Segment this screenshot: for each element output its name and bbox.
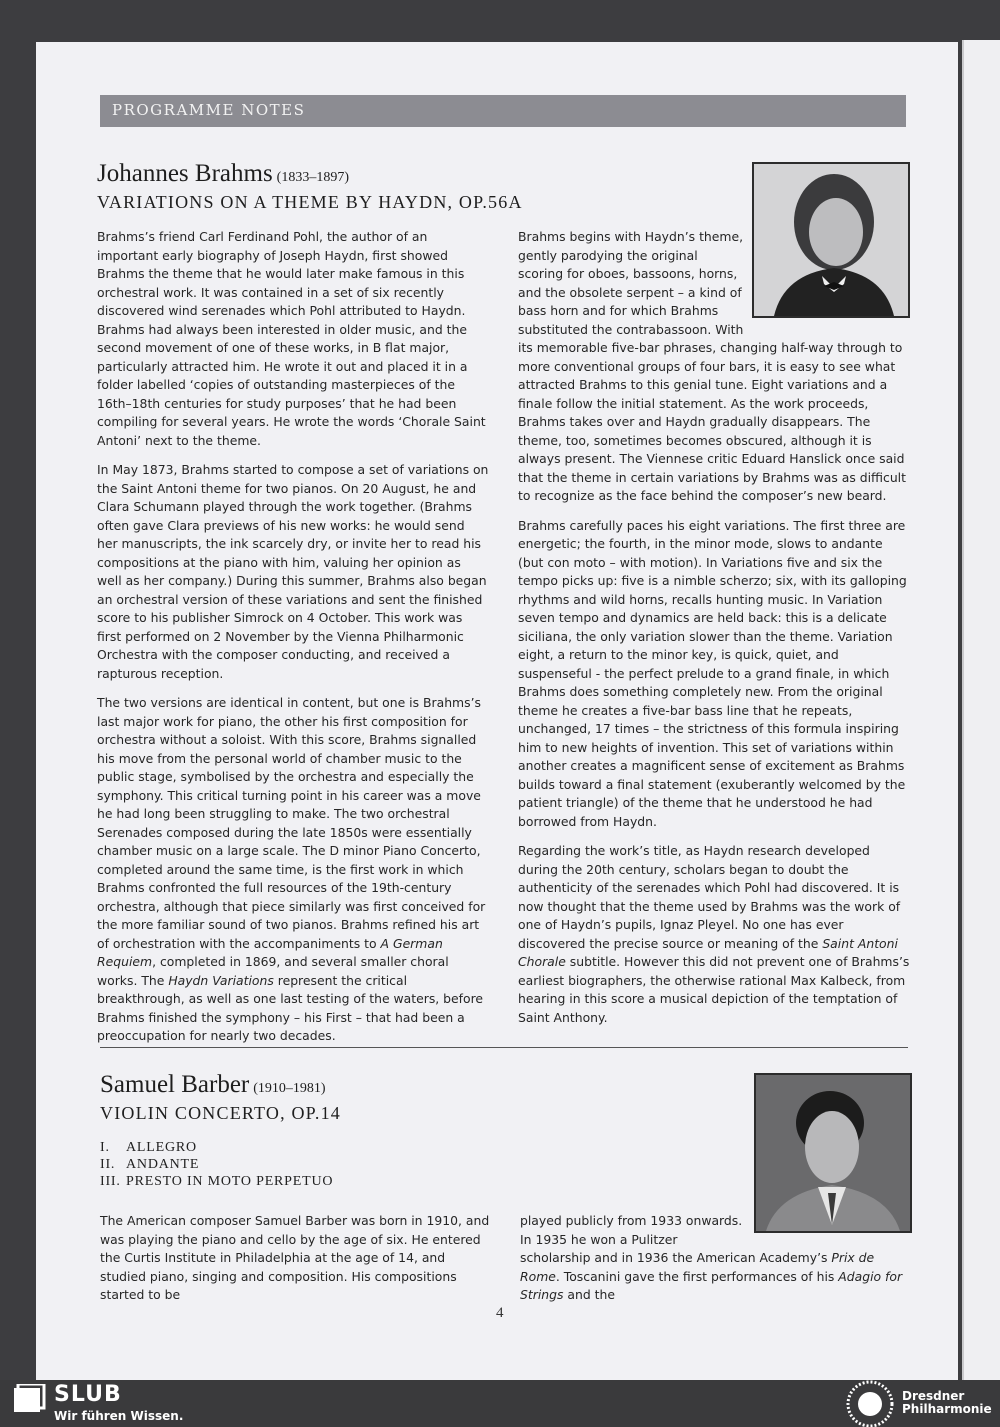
partner-line: Dresdner <box>902 1389 965 1403</box>
movement-item <box>100 1173 333 1190</box>
work-title: VARIATIONS ON A THEME BY HAYDN, OP.56A <box>97 192 523 212</box>
italic-title: Saint Antoni Chorale <box>518 935 898 969</box>
italic-title: Haydn Variations <box>168 972 274 988</box>
slub-logo-icon <box>14 1384 46 1414</box>
portrait-wrap-spacer <box>750 228 916 328</box>
brahms-right-column <box>518 228 910 1038</box>
brahms-left-column <box>97 228 489 1057</box>
portrait-image <box>756 1075 910 1231</box>
paragraph <box>518 842 910 1027</box>
barber-left-column <box>100 1212 492 1316</box>
work-title: VIOLIN CONCERTO, OP.14 <box>100 1103 341 1123</box>
section-divider <box>100 1047 908 1048</box>
slub-name: SLUB <box>54 1382 122 1407</box>
barber-heading <box>100 1071 326 1099</box>
text-run: represent the critical breakthrough, as well as one last testing of the waters, before Brahms finished the symphony – his First – that had been a preoccupation for nearly two decades. <box>97 972 484 1043</box>
paragraph: In May 1873, Brahms started to compose a set of variations on the Saint Antoni theme for two pianos. On 20 August, he and Clara Schumann played through the work together. (Brahms often gave Clara previews of his new works: he would send her manuscripts, the ink scarcely dry, or invite her to read his compositions at the piano with him, valuing her opinion as well as her company.) During this summer, Brahms also began an orchestral version of these variations and sent the finished score to his publisher Simrock on 4 October. This work was first performed on 2 November by the Vienna Philharmonic Orchestra with the composer conducting, and received a rapturous reception. <box>97 462 489 681</box>
movement-item <box>100 1156 333 1173</box>
slub-tagline: Wir führen Wissen. <box>54 1409 184 1423</box>
paragraph: Brahms begins with Haydn’s theme, gently parodying the original scoring for oboes, bassoons, horns, and the obsolete serpent – a kind of bass horn and for which Brahms substituted the contrabassoon. With its memorable five-bar phrases, changing half-way through to more conventional groups of four bars, it is easy to see what attracted Brahms to this genial tune. Eight variations and a finale follow the initial statement. As the work proceeds, Brahms takes over and Haydn gradually disappears. The theme, too, sometimes becomes obscured, although it is always present. The Viennese critic Eduard Hanslick once said that the theme in certain variations by Brahms was as difficult to recognize as the face behind the composer’s new beard. <box>518 229 906 503</box>
movement-number: II. <box>100 1157 116 1172</box>
movement-number: III. <box>100 1174 121 1189</box>
text-run: The two versions are identical in content, but one is Brahms’s last major work for piano, the other his first composition for orchestra without a soloist. With this score, Brahms signalled his move from the personal world of chamber music to the public stage, symbolised by the orchestra and especially the symphony. This critical turning point in his career was a move he had long been struggling to make. The two orchestral Serenades composed during the late 1850s were essentially chamber music on a large scale. The D minor Piano Concerto, completed around the same time, is the first work in which Brahms confronted the full resources of the 19th-century orchestra, although that piece similarly was first conceived for the more familiar sound of two pianos. Brahms refined his art of orchestration with the accompaniments to <box>97 695 486 951</box>
paragraph <box>97 694 489 1046</box>
composer-years: (1833–1897) <box>276 170 349 185</box>
section-label: PROGRAMME NOTES <box>112 101 306 119</box>
page-number: 4 <box>496 1305 504 1321</box>
text-run: played publicly from 1933 onwards. In 1935 he won a Pulitzer scholarship and in 1936 the American Academy’s <box>520 1213 832 1265</box>
paragraph: Brahms carefully paces his eight variations. The first three are energetic; the fourth, in the minor mode, slows to andante (but con moto – with motion). In Variations five and six the tempo picks up: five is a nimble scherzo; six, with its galloping rhythms and wild horns, recalls hunting music. In Variation seven tempo and dynamics are held back: this is a delicate siciliana, the only variation slower than the theme. Variation eight, a return to the minor key, is quick, quiet, and suspenseful - the perfect prelude to a grand finale, in which Brahms does something completely new. From the original theme he creates a five-bar bass line that he repeats, unchanged, 17 times – the strictness of this formula inspiring him to new heights of invention. This set of variations within another creates a magnificent sense of excitement as Brahms builds toward a final statement (exuberantly welcomed by the patient triangle) of the theme that he understood he had borrowed from Haydn. <box>518 517 907 829</box>
brahms-heading <box>97 160 349 188</box>
movement-title: PRESTO IN MOTO PERPETUO <box>126 1174 334 1189</box>
partner-name <box>902 1390 992 1416</box>
portrait-wrap-spacer <box>750 1212 916 1246</box>
section-header-bar <box>100 95 906 127</box>
italic-title: Adagio for Strings <box>520 1268 903 1302</box>
paragraph: The American composer Samuel Barber was born in 1910, and was playing the piano and cello by the age of six. He entered the Curtis Institute in Philadelphia at the age of 14, and studied piano, singing and composition. His compositions started to be <box>100 1213 490 1302</box>
partner-line: Philharmonie <box>902 1402 992 1416</box>
movement-list <box>100 1139 333 1190</box>
text-run: subtitle. However this did not prevent one of Brahms’s earliest biographers, the otherwise rational Max Kalbeck, from hearing in this score a musical depiction of the temptation of Saint Anthony. <box>518 954 910 1025</box>
next-page-edge <box>962 40 1000 1380</box>
text-run: Regarding the work’s title, as Haydn research developed during the 20th century, scholars began to doubt the authenticity of the serenades which Pohl had discovered. It is now thought that the theme used by Brahms was the work of one of Haydn’s pupils, Ignaz Pleyel. No one has ever discovered the precise source or meaning of the <box>518 843 901 951</box>
italic-title: A German Requiem <box>97 935 443 969</box>
paragraph: Brahms’s friend Carl Ferdinand Pohl, the author of an important early biography of Joseph Haydn, first showed Brahms the theme that he would later make famous in this orchestral work. It was contained in a set of six recently discovered wind serenades which Pohl attributed to Haydn. Brahms had always been interested in older music, and the second movement of one of these works, in B flat major, particularly attracted him. He wrote it out and placed it in a folder labelled ‘copies of outstanding masterpieces of the 16th–18th centuries for study purposes’ that he had been compiling for several years. He wrote the words ‘Chorale Saint Antoni’ next to the theme. <box>97 229 486 448</box>
text-run: . Toscanini gave the first performances of his <box>555 1268 839 1284</box>
italic-title: Prix de Rome <box>520 1250 875 1284</box>
barber-portrait <box>754 1073 912 1233</box>
movement-item <box>100 1139 333 1156</box>
composer-name: Samuel Barber <box>100 1071 250 1098</box>
composer-years: (1910–1981) <box>253 1081 326 1096</box>
barber-right-column <box>520 1212 910 1316</box>
movement-title: ALLEGRO <box>126 1140 197 1155</box>
text-run: and the <box>563 1287 615 1302</box>
movement-title: ANDANTE <box>126 1157 200 1172</box>
composer-name: Johannes Brahms <box>97 160 273 187</box>
text-run: , completed in 1869, and several smaller choral works. The <box>97 954 449 988</box>
movement-number: I. <box>100 1140 110 1155</box>
dresdner-philharmonie-logo-icon <box>842 1380 898 1427</box>
